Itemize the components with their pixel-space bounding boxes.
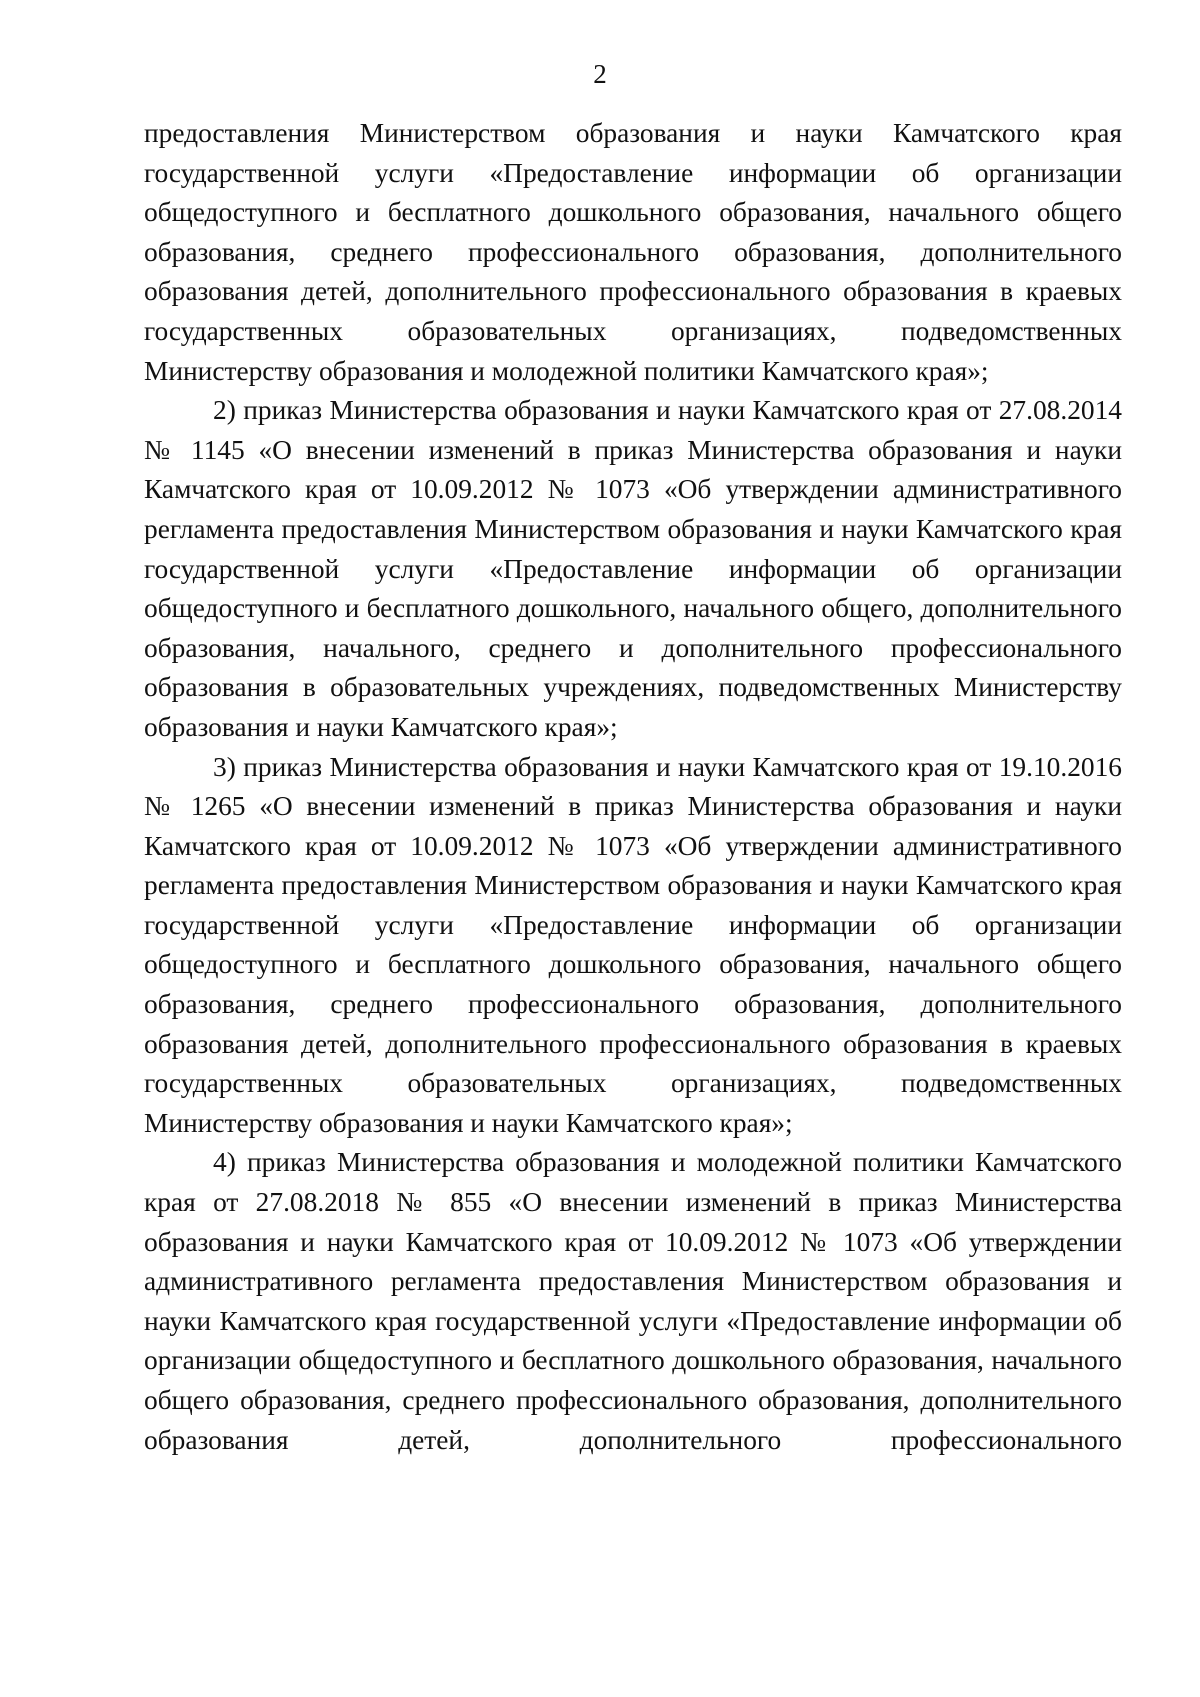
document-body <box>144 114 1122 1460</box>
paragraph-intro-continuation: предоставления Министерством образования и науки Камчатского края государственной услуги «Предоставление информации об организации общедоступного и бесплатного дошкольного образования, начального общего образования, среднего профессионального образования, дополнительного образования детей, дополнительного профессионального образования в краевых государственных образовательных организациях, подведомственных Министерству образования и молодежной политики Камчатского края»; <box>144 118 1122 386</box>
paragraph-item-3: 3) приказ Министерства образования и науки Камчатского края от 19.10.2016 № 1265 «О внесении изменений в приказ Министерства образования и науки Камчатского края от 10.09.2012 № 1073 «Об утверждении административного регламента предоставления Министерством образования и науки Камчатского края государственной услуги «Предоставление информации об организации общедоступного и бесплатного дошкольного образования, начального общего образования, среднего профессионального образования, дополнительного образования детей, дополнительного профессионального образования в краевых государственных образовательных организациях, подведомственных Министерству образования и науки Камчатского края»; <box>144 751 1122 1138</box>
paragraph-item-4: 4) приказ Министерства образования и молодежной политики Камчатского края от 27.08.2018 № 855 «О внесении изменений в приказ Министерства образования и науки Камчатского края от 10.09.2012 № 1073 «Об утверждении административного регламента предоставления Министерством образования и науки Камчатского края государственной услуги «Предоставление информации об организации общедоступного и бесплатного дошкольного образования, начального общего образования, среднего профессионального образования, дополнительного образования детей, дополнительного профессионального <box>144 1147 1122 1455</box>
paragraph-item-2: 2) приказ Министерства образования и науки Камчатского края от 27.08.2014 № 1145 «О внесении изменений в приказ Министерства образования и науки Камчатского края от 10.09.2012 № 1073 «Об утверждении административного регламента предоставления Министерством образования и науки Камчатского края государственной услуги «Предоставление информации об организации общедоступного и бесплатного дошкольного, начального общего, дополнительного образования, начального, среднего и дополнительного профессионального образования в образовательных учреждениях, подведомственных Министерству образования и науки Камчатского края»; <box>144 395 1122 742</box>
page-number: 2 <box>593 59 607 89</box>
